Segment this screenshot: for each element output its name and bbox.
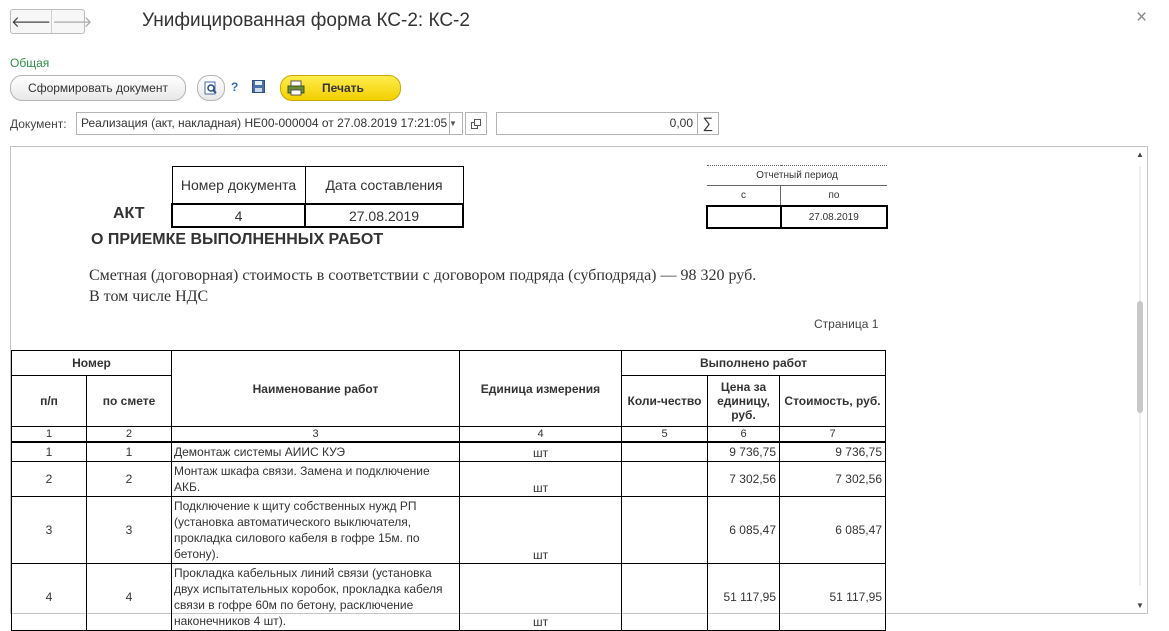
row-pp: 2 <box>12 462 87 497</box>
row-unit: шт <box>460 442 622 462</box>
row-unit: шт <box>460 462 622 497</box>
act-subtitle: О ПРИЕМКЕ ВЫПОЛНЕННЫХ РАБОТ <box>91 231 384 248</box>
scroll-up-icon[interactable]: ▲ <box>1136 150 1144 159</box>
row-name: Подключение к щиту собственных нужд РП (установка автоматического выключателя, прокладка силового кабеля в гофре 15м. по бетону). <box>172 497 460 564</box>
row-name: Монтаж шкафа связи. Замена и подключение АКБ. <box>172 462 460 497</box>
generate-document-button[interactable]: Сформировать документ <box>10 75 186 101</box>
works-table <box>11 350 886 631</box>
cost-text <box>89 265 756 307</box>
col-num: 1 <box>12 427 87 443</box>
row-cost: 51 117,95 <box>780 564 886 631</box>
help-icon[interactable]: ? <box>231 80 239 94</box>
row-smeta: 1 <box>87 442 172 462</box>
document-input[interactable]: Реализация (акт, накладная) НЕ00-000004 от 27.08.2019 17:21:05 <box>76 112 450 135</box>
row-unit: шт <box>460 497 622 564</box>
price-header: Цена за единицу, руб. <box>708 376 780 427</box>
row-cost: 6 085,47 <box>780 497 886 564</box>
close-icon[interactable]: × <box>1136 7 1148 28</box>
page-number: Страница 1 <box>814 317 879 331</box>
period-title: Отчетный период <box>707 166 887 186</box>
period-from-value <box>707 206 781 228</box>
row-pp: 3 <box>12 497 87 564</box>
cost-line: Сметная (договорная) стоимость в соответствии с договором подряда (субподряда) — 98 320 руб. <box>89 267 757 284</box>
akt-title: АКТ <box>113 205 145 222</box>
back-arrow-icon[interactable]: 🡐 <box>11 14 52 31</box>
print-button[interactable] <box>280 75 401 101</box>
col-num: 3 <box>172 427 460 443</box>
row-cost: 7 302,56 <box>780 462 886 497</box>
row-name: Прокладка кабельных линий связи (установка двух испытательных коробок, прокладка кабеля связи в гофре 60м по бетону, расключение наконечников 4 шт). <box>172 564 460 631</box>
qty-header: Коли-чество <box>622 376 708 427</box>
reporting-period-table <box>706 165 888 229</box>
preview-button[interactable] <box>197 75 225 101</box>
done-header: Выполнено работ <box>622 351 886 376</box>
col-num: 2 <box>87 427 172 443</box>
table-row <box>12 564 886 631</box>
save-icon[interactable] <box>252 80 265 93</box>
document-label: Документ: <box>10 117 67 131</box>
row-qty <box>622 564 708 631</box>
print-label: Печать <box>322 81 364 95</box>
row-price: 9 736,75 <box>708 442 780 462</box>
row-qty <box>622 462 708 497</box>
col-num: 7 <box>780 427 886 443</box>
header-table <box>171 166 464 228</box>
scroll-down-icon[interactable]: ▼ <box>1136 601 1144 610</box>
date-header: Дата составления <box>305 167 463 205</box>
row-price: 7 302,56 <box>708 462 780 497</box>
row-smeta: 2 <box>87 462 172 497</box>
table-row <box>12 497 886 564</box>
forward-arrow-icon[interactable]: 🡒 <box>51 10 92 33</box>
date-value: 27.08.2019 <box>305 204 463 227</box>
doc-number-header: Номер документа <box>172 167 305 205</box>
row-qty <box>622 442 708 462</box>
work-name-header: Наименование работ <box>172 351 460 427</box>
row-price: 51 117,95 <box>708 564 780 631</box>
number-header: Номер <box>12 351 172 376</box>
row-pp: 4 <box>12 564 87 631</box>
row-smeta: 3 <box>87 497 172 564</box>
scroll-thumb[interactable] <box>1137 301 1143 413</box>
dropdown-icon[interactable]: ▼ <box>444 112 463 135</box>
pp-header: п/п <box>12 376 87 427</box>
col-num: 4 <box>460 427 622 443</box>
row-pp: 1 <box>12 442 87 462</box>
report-sheet <box>10 146 1148 629</box>
row-price: 6 085,47 <box>708 497 780 564</box>
sum-button[interactable]: ∑ <box>697 112 719 135</box>
row-cost: 9 736,75 <box>780 442 886 462</box>
sum-input[interactable]: 0,00 <box>496 112 698 135</box>
row-name: Демонтаж системы АИИС КУЭ <box>172 442 460 462</box>
row-unit: шт <box>460 564 622 631</box>
window-title: Унифицированная форма КС-2: КС-2 <box>142 10 470 31</box>
period-from-label: с <box>707 186 781 207</box>
tab-general[interactable]: Общая <box>10 56 50 70</box>
vertical-scrollbar[interactable] <box>1134 146 1148 612</box>
open-document-button[interactable] <box>465 112 487 135</box>
smeta-header: по смете <box>87 376 172 427</box>
vat-line: В том числе НДС <box>89 288 209 305</box>
period-to-value: 27.08.2019 <box>781 206 888 228</box>
magnifier-icon <box>204 81 218 95</box>
table-row <box>12 462 886 497</box>
open-icon <box>471 119 481 129</box>
navigation-buttons <box>10 9 93 34</box>
cost-header: Стоимость, руб. <box>780 376 886 427</box>
unit-header: Единица измерения <box>460 351 622 427</box>
printer-icon <box>287 80 305 96</box>
row-smeta: 4 <box>87 564 172 631</box>
col-num: 5 <box>622 427 708 443</box>
col-num: 6 <box>708 427 780 443</box>
row-qty <box>622 497 708 564</box>
table-row <box>12 442 886 462</box>
period-to-label: по <box>781 186 888 207</box>
doc-number-value: 4 <box>172 204 305 227</box>
